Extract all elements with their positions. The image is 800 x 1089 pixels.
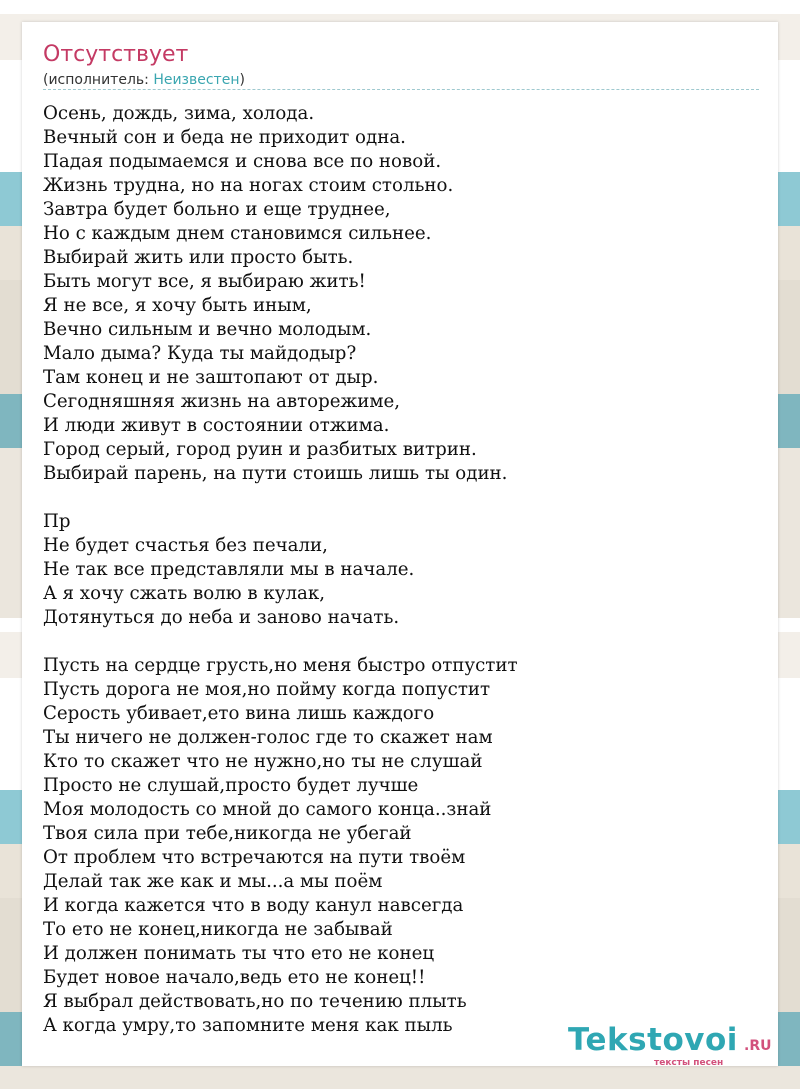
lyric-line: А когда умру,то запомните меня как пыль xyxy=(43,1015,453,1036)
lyric-line: Там конец и не заштопают от дыр. xyxy=(43,367,379,388)
lyric-line: А я хочу сжать волю в кулак, xyxy=(43,583,326,604)
lyric-line: Город серый, город руин и разбитых витрин. xyxy=(43,439,477,460)
lyric-line: Выбирай парень, на пути стоишь лишь ты один. xyxy=(43,463,508,484)
site-logo[interactable] xyxy=(568,1022,778,1070)
logo-tld: .RU xyxy=(744,1038,772,1054)
lyric-line: Серость убивает,ето вина лишь каждого xyxy=(43,703,435,724)
lyric-line: И когда кажется что в воду канул навсегда xyxy=(43,895,464,916)
lyric-line: Жизнь трудна, но на ногах стоим стольно. xyxy=(43,175,454,196)
lyric-line: Пусть на сердце грусть,но меня быстро отпустит xyxy=(43,655,518,676)
lyric-line: Дотянуться до неба и заново начать. xyxy=(43,607,400,628)
lyric-blank-line xyxy=(43,630,518,654)
lyric-blank-line xyxy=(43,486,518,510)
lyric-line: Кто то скажет что не нужно,но ты не слушай xyxy=(43,751,483,772)
lyric-line: Сегодняшняя жизнь на авторежиме, xyxy=(43,391,401,412)
lyric-line: Делай так же как и мы...а мы поём xyxy=(43,871,383,892)
lyric-line: Но с каждым днем становимся сильнее. xyxy=(43,223,432,244)
lyric-line: Завтра будет больно и еще труднее, xyxy=(43,199,391,220)
lyric-line: Пр xyxy=(43,511,71,532)
logo-tagline: тексты песен xyxy=(654,1058,724,1068)
lyric-line: Вечный сон и беда не приходит одна. xyxy=(43,127,406,148)
lyrics-text xyxy=(43,102,518,1038)
logo-name: Tekstovoi xyxy=(568,1022,738,1058)
lyric-line: И должен понимать ты что ето не конец xyxy=(43,943,435,964)
lyric-line: Не будет счастья без печали, xyxy=(43,535,328,556)
lyrics-page xyxy=(22,22,778,1066)
song-title: Отсутствует xyxy=(43,42,189,67)
lyric-line: Осень, дождь, зима, холода. xyxy=(43,103,315,124)
lyric-line: Моя молодость со мной до самого конца..знай xyxy=(43,799,492,820)
lyric-line: Мало дыма? Куда ты майдодыр? xyxy=(43,343,357,364)
lyric-line: Не так все представляли мы в начале. xyxy=(43,559,415,580)
artist-suffix: ) xyxy=(239,72,245,88)
lyric-line: То ето не конец,никогда не забывай xyxy=(43,919,393,940)
lyric-line: Твоя сила при тебе,никогда не убегай xyxy=(43,823,412,844)
artist-prefix: (исполнитель: xyxy=(43,72,154,88)
lyric-line: И люди живут в состоянии отжима. xyxy=(43,415,390,436)
lyric-line: Будет новое начало,ведь ето не конец!! xyxy=(43,967,426,988)
lyric-line: От проблем что встречаются на пути твоём xyxy=(43,847,466,868)
title-divider xyxy=(43,89,759,90)
lyric-line: Выбирай жить или просто быть. xyxy=(43,247,354,268)
lyric-line: Ты ничего не должен-голос где то скажет нам xyxy=(43,727,493,748)
lyric-line: Падая подымаемся и снова все по новой. xyxy=(43,151,442,172)
lyric-line: Вечно сильным и вечно молодым. xyxy=(43,319,372,340)
lyric-line: Просто не слушай,просто будет лучше xyxy=(43,775,419,796)
lyric-line: Я не все, я хочу быть иным, xyxy=(43,295,312,316)
artist-line xyxy=(43,72,245,88)
lyric-line: Пусть дорога не моя,но пойму когда попустит xyxy=(43,679,491,700)
artist-link[interactable]: Неизвестен xyxy=(153,72,240,88)
lyric-line: Быть могут все, я выбираю жить! xyxy=(43,271,366,292)
lyric-line: Я выбрал действовать,но по течению плыть xyxy=(43,991,467,1012)
